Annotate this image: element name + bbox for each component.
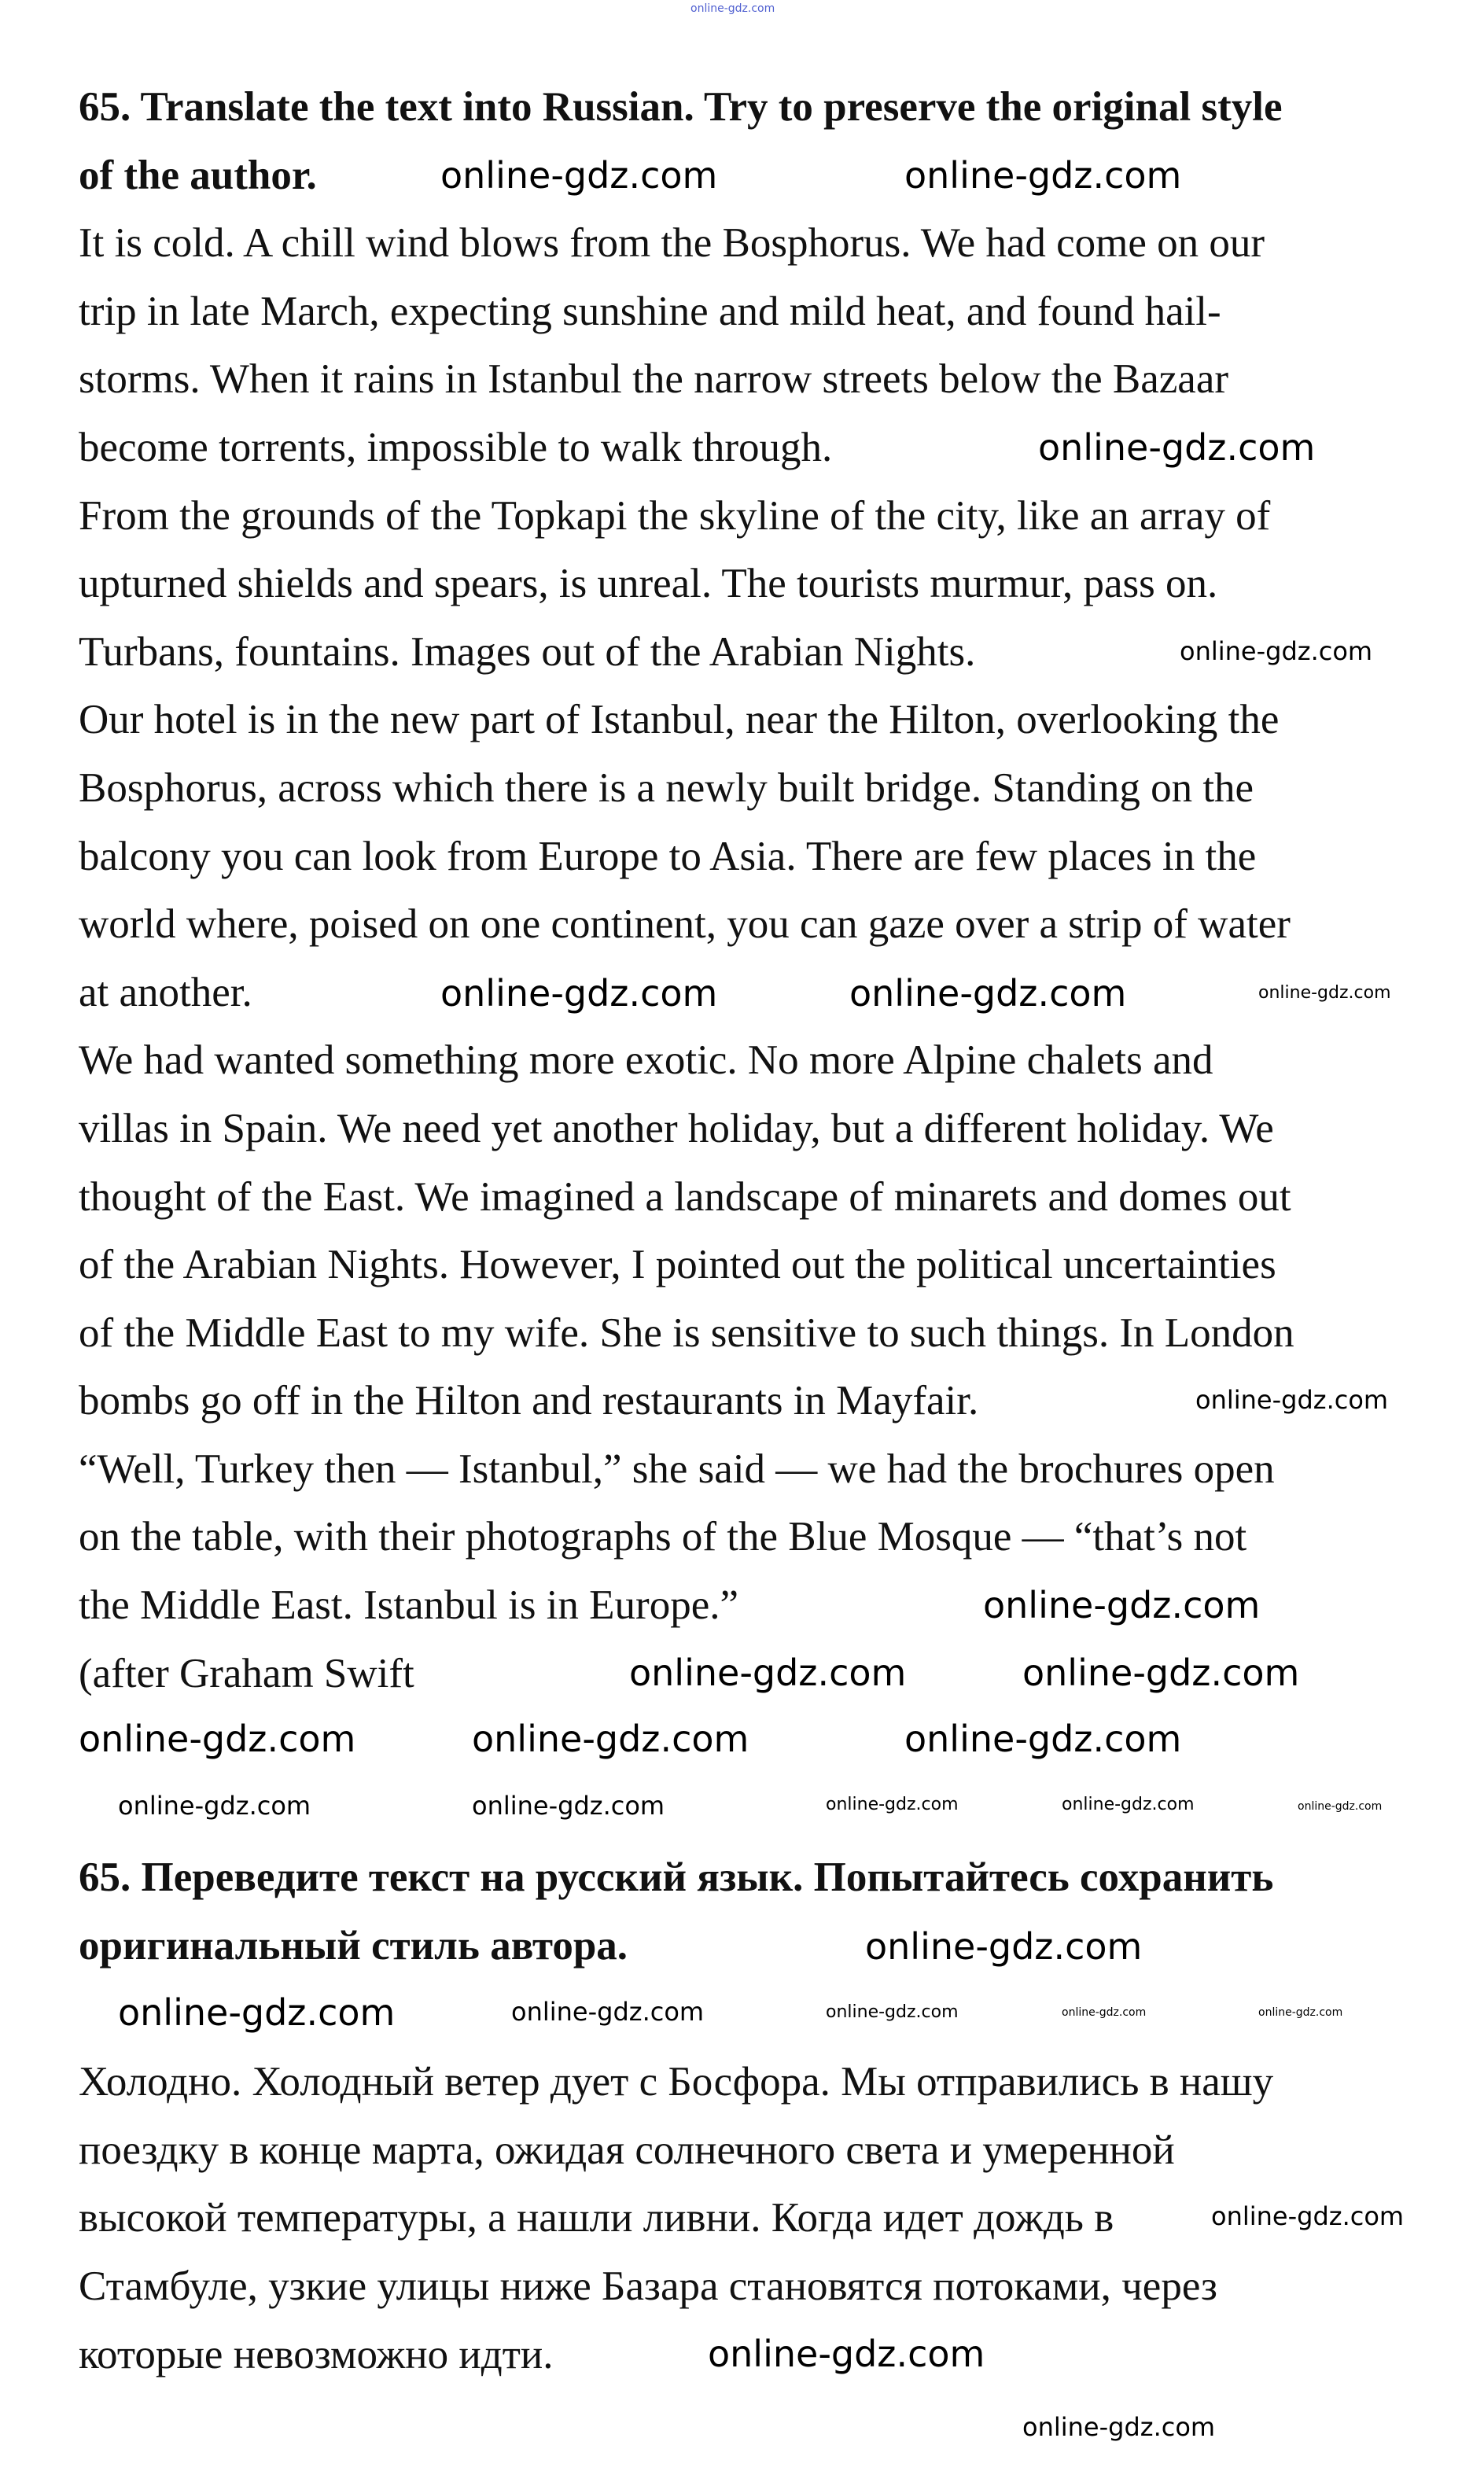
en-title-line: of the author.	[79, 152, 317, 198]
watermark: online-gdz.com	[904, 1718, 1182, 1760]
en-text-line: We had wanted something more exotic. No more Alpine chalets and	[79, 1037, 1213, 1084]
en-text-line: “Well, Turkey then — Istanbul,” she said — we had the brochures open	[79, 1446, 1275, 1492]
en-text-line: Turbans, fountains. Images out of the Arabian Nights.	[79, 628, 976, 675]
watermark: online-gdz.com	[1195, 1385, 1389, 1415]
en-text-line: become torrents, impossible to walk through.	[79, 424, 833, 470]
watermark: online-gdz.com	[440, 154, 718, 197]
watermark: online-gdz.com	[629, 1652, 907, 1694]
en-text-line: of the Arabian Nights. However, I pointed out the political uncertainties	[79, 1242, 1276, 1288]
watermark: online-gdz.com	[1062, 1795, 1195, 1814]
en-text-line: storms. When it rains in Istanbul the narrow streets below the Bazaar	[79, 356, 1229, 403]
ru-text-line: высокой температуры, а нашли ливни. Когда идет дождь в	[79, 2195, 1114, 2241]
watermark: online-gdz.com	[1022, 2412, 1216, 2442]
ru-title-line: оригинальный стиль автора.	[79, 1923, 628, 1969]
en-title-line: 65. Translate the text into Russian. Try to preserve the original style	[79, 84, 1283, 130]
en-text-line: balcony you can look from Europe to Asia. There are few places in the	[79, 833, 1257, 879]
en-text-line: It is cold. A chill wind blows from the Bosphorus. We had come on our	[79, 220, 1265, 267]
watermark: online-gdz.com	[826, 2002, 959, 2022]
en-text-line: Bosphorus, across which there is a newly built bridge. Standing on the	[79, 764, 1254, 811]
ru-title-line: 65. Переведите текст на русский язык. Попытайтесь сохранить	[79, 1854, 1274, 1901]
watermark: online-gdz.com	[79, 1718, 356, 1760]
watermark: online-gdz.com	[1298, 1800, 1383, 1813]
ru-text-line: поездку в конце марта, ожидая солнечного света и умеренной	[79, 2127, 1175, 2173]
en-text-line: world where, poised on one continent, you can gaze over a strip of water	[79, 901, 1291, 948]
watermark: online-gdz.com	[1211, 2201, 1405, 2231]
watermark: online-gdz.com	[1022, 1652, 1300, 1694]
watermark: online-gdz.com	[849, 972, 1127, 1015]
en-text-line: of the Middle East to my wife. She is sensitive to such things. In London	[79, 1309, 1294, 1356]
watermark: online-gdz.com	[1258, 2006, 1343, 2019]
en-text-line: (after Graham Swift	[79, 1650, 414, 1696]
en-text-line: upturned shields and spears, is unreal. The tourists murmur, pass on.	[79, 561, 1218, 607]
watermark: online-gdz.com	[118, 1991, 396, 2034]
en-text-line: the Middle East. Istanbul is in Europe.”	[79, 1582, 738, 1629]
watermark: online-gdz.com	[472, 1718, 749, 1760]
watermark: online-gdz.com	[440, 972, 718, 1015]
en-text-line: at another.	[79, 969, 252, 1015]
ru-text-line: которые невозможно идти.	[79, 2331, 554, 2377]
ru-text-line: Стамбуле, узкие улицы ниже Базара становятся потоками, через	[79, 2263, 1217, 2309]
en-text-line: Our hotel is in the new part of Istanbul, near the Hilton, overlooking the	[79, 697, 1280, 743]
watermark: online-gdz.com	[983, 1584, 1261, 1626]
en-text-line: on the table, with their photographs of the Blue Mosque — “that’s not	[79, 1514, 1247, 1560]
watermark: online-gdz.com	[1258, 983, 1391, 1003]
watermark: online-gdz.com	[118, 1791, 311, 1821]
watermark: online-gdz.com	[690, 2, 775, 15]
ru-text-line: Холодно. Холодный ветер дует с Босфора. Мы отправились в нашу	[79, 2059, 1274, 2105]
en-text-line: bombs go off in the Hilton and restaurants in Mayfair.	[79, 1378, 979, 1424]
watermark: online-gdz.com	[472, 1791, 665, 1821]
watermark: online-gdz.com	[865, 1925, 1143, 1968]
en-text-line: villas in Spain. We need yet another holiday, but a different holiday. We	[79, 1105, 1274, 1151]
en-text-line: trip in late March, expecting sunshine and mild heat, and found hail-	[79, 288, 1221, 334]
watermark: online-gdz.com	[1038, 426, 1316, 469]
document-body	[79, 73, 1294, 2388]
watermark: online-gdz.com	[1180, 636, 1373, 666]
en-text-line: thought of the East. We imagined a landscape of minarets and domes out	[79, 1173, 1291, 1220]
watermark: online-gdz.com	[1062, 2006, 1147, 2019]
watermark: online-gdz.com	[708, 2333, 985, 2375]
watermark: online-gdz.com	[511, 1997, 705, 2027]
watermark: online-gdz.com	[826, 1795, 959, 1814]
watermark: online-gdz.com	[904, 154, 1182, 197]
en-text-line: From the grounds of the Topkapi the skyline of the city, like an array of	[79, 492, 1271, 539]
